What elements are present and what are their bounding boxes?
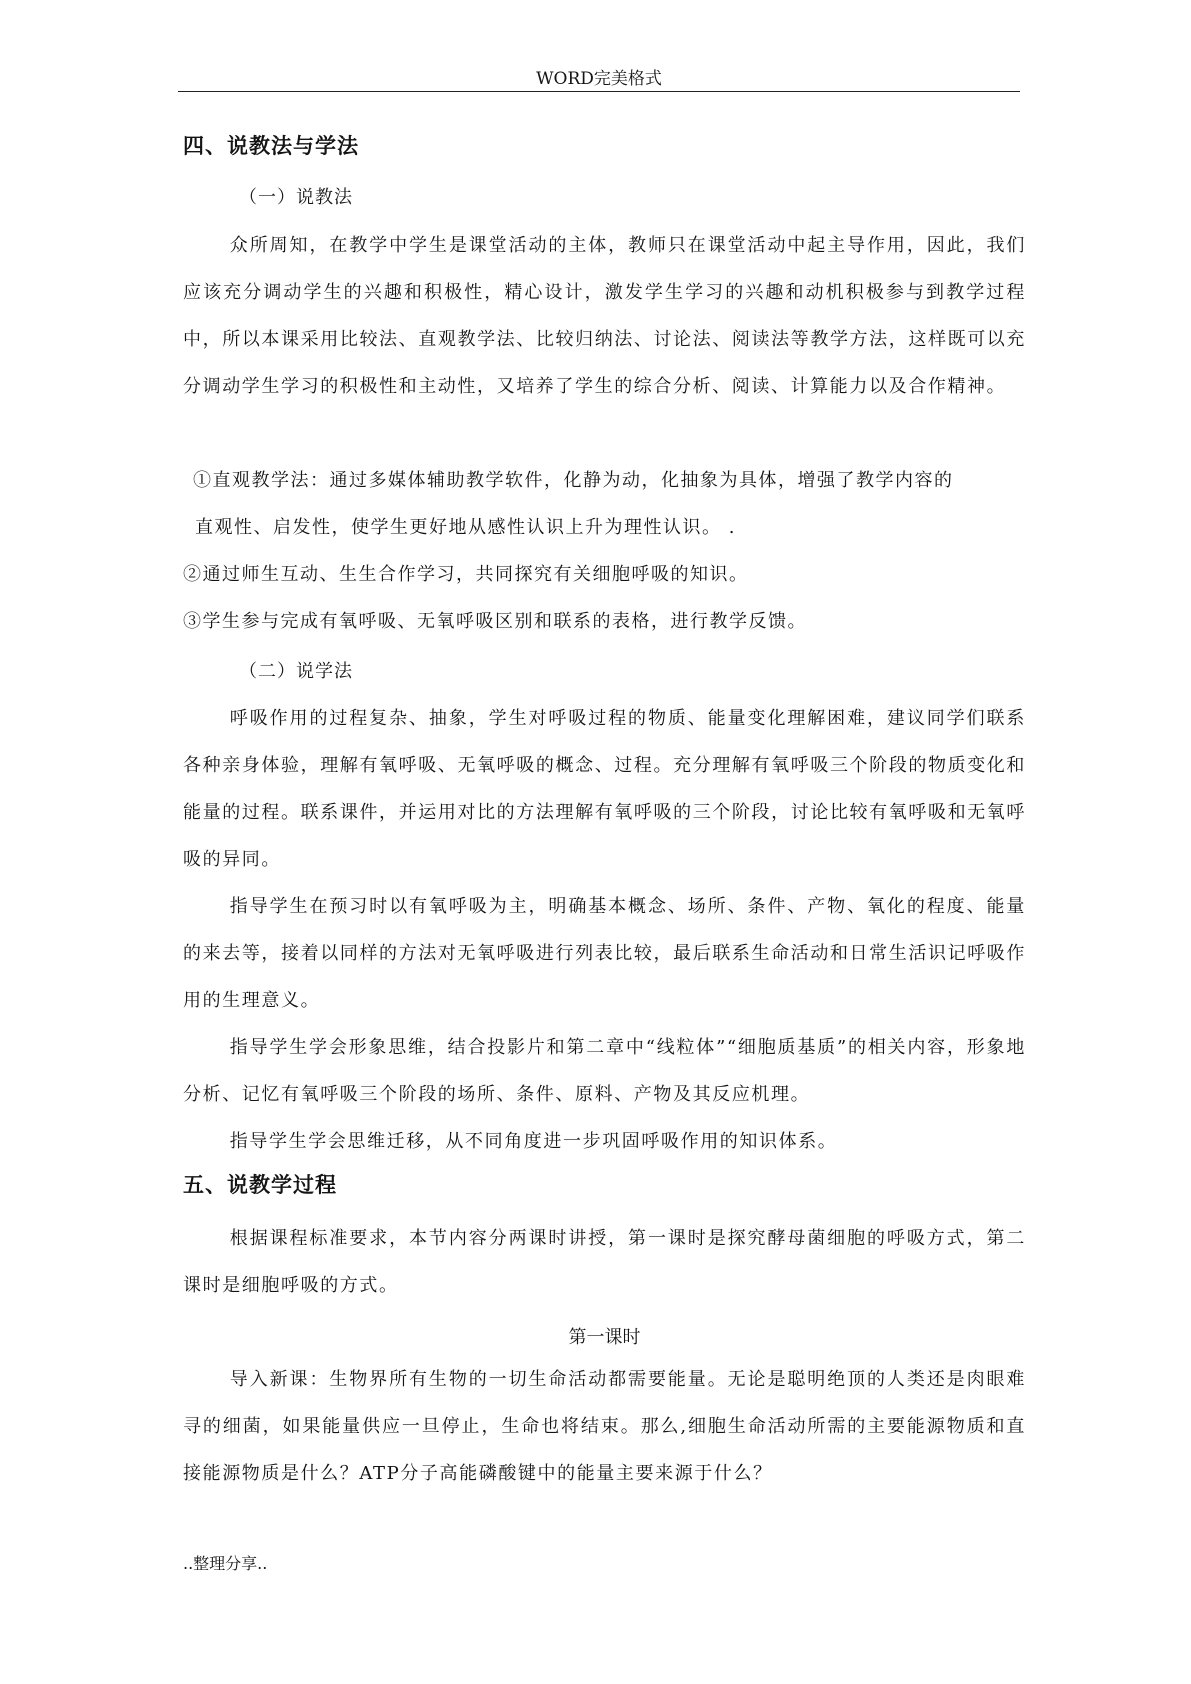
page-footer: ..整理分享.. — [183, 1554, 268, 1573]
teaching-method-title: （一）说教法 — [239, 187, 353, 208]
section5-heading: 五、说教学过程 — [183, 1172, 337, 1197]
header-divider — [178, 91, 1020, 92]
teaching-item-1-line-1: ①直观教学法：通过多媒体辅助教学软件，化静为动，化抽象为具体，增强了教学内容的 — [193, 470, 954, 491]
learning-paragraph-2: 指导学生在预习时以有氧呼吸为主，明确基本概念、场所、条件、产物、氧化的程度、能量的来去等，接着以同样的方法对无氧呼吸进行列表比较，最后联系生命活动和日常生活识记呼吸作用的生理意义。 — [183, 896, 1026, 1011]
process-paragraph-1: 根据课程标准要求，本节内容分两课时讲授，第一课时是探究酵母菌细胞的呼吸方式，第二课时是细胞呼吸的方式。 — [183, 1228, 1026, 1296]
section4-heading: 四、说教法与学法 — [183, 133, 359, 158]
intro-paragraph: 导入新课：生物界所有生物的一切生命活动都需要能量。无论是聪明绝顶的人类还是肉眼难寻的细菌，如果能量供应一旦停止，生命也将结束。那么,细胞生命活动所需的主要能源物质和直接能源物质是什么？ATP分子高能磷酸键中的能量主要来源于什么？ — [183, 1369, 1026, 1484]
learning-paragraph-4: 指导学生学会思维迁移，从不同角度进一步巩固呼吸作用的知识体系。 — [229, 1131, 838, 1152]
learning-paragraph-3: 指导学生学会形象思维，结合投影片和第二章中“线粒体”“细胞质基质”的相关内容，形象地分析、记忆有氧呼吸三个阶段的场所、条件、原料、产物及其反应机理。 — [183, 1037, 1026, 1105]
lesson-title: 第一课时 — [568, 1327, 641, 1348]
learning-method-title: （二）说学法 — [239, 661, 353, 682]
teaching-item-2: ②通过师生互动、生生合作学习，共同探究有关细胞呼吸的知识。 — [183, 564, 749, 585]
page-header: WORD完美格式 — [536, 69, 662, 89]
learning-paragraph-1: 呼吸作用的过程复杂、抽象，学生对呼吸过程的物质、能量变化理解困难，建议同学们联系各种亲身体验，理解有氧呼吸、无氧呼吸的概念、过程。充分理解有氧呼吸三个阶段的物质变化和能量的过程。联系课件，并运用对比的方法理解有氧呼吸的三个阶段，讨论比较有氧呼吸和无氧呼吸的异同。 — [183, 708, 1026, 870]
teaching-method-paragraph: 众所周知，在教学中学生是课堂活动的主体，教师只在课堂活动中起主导作用，因此，我们应该充分调动学生的兴趣和积极性，精心设计，激发学生学习的兴趣和动机积极参与到教学过程中，所以本课采用比较法、直观教学法、比较归纳法、讨论法、阅读法等教学方法，这样既可以充分调动学生学习的积极性和主动性，又培养了学生的综合分析、阅读、计算能力以及合作精神。 — [183, 235, 1026, 397]
teaching-item-3: ③学生参与完成有氧呼吸、无氧呼吸区别和联系的表格，进行教学反馈。 — [183, 611, 807, 632]
teaching-item-1-line-2: 直观性、启发性，使学生更好地从感性认识上升为理性认识。 . — [195, 517, 736, 538]
